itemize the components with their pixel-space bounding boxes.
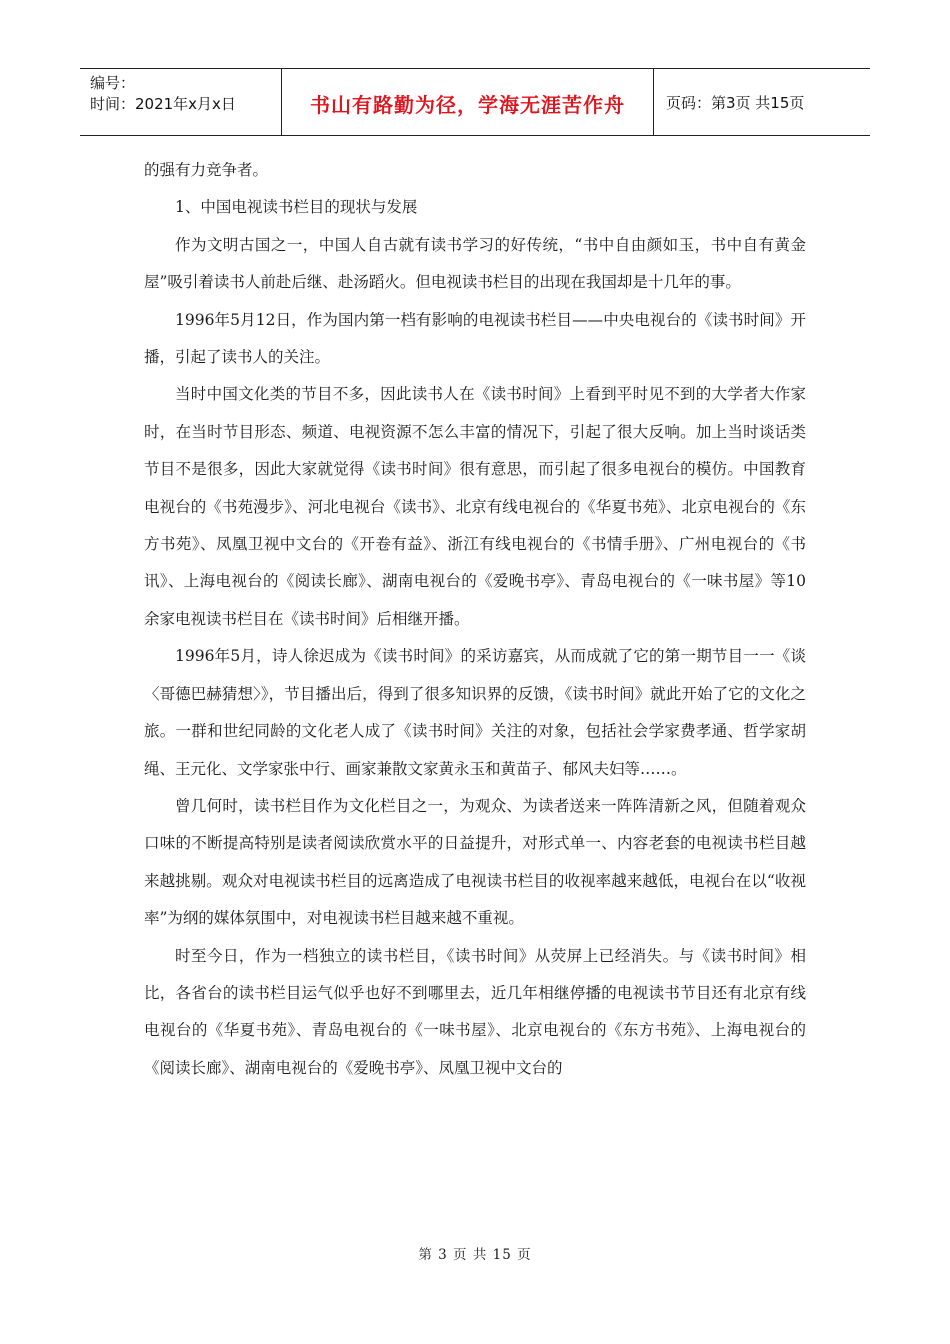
page-footer: 第 3 页 共 15 页 [418, 1247, 532, 1263]
header-meta [80, 69, 282, 135]
number-label: 编号： [90, 74, 136, 92]
time-label: 时间：2021年x月x日 [90, 95, 236, 113]
paragraph: 当时中国文化类的节目不多，因此读书人在《读书时间》上看到平时见不到的大学者大作家时，在当时节目形态、频道、电视资源不怎么丰富的情况下，引起了很大反响。加上当时谈话类节目不是很多，因此大家就觉得《读书时间》很有意思，而引起了很多电视台的模仿。中国教育电视台的《书苑漫步》、河北电视台《读书》、北京有线电视台的《华夏书苑》、北京电视台的《东方书苑》、凤凰卫视中文台的《开卷有益》、浙江有线电视台的《书情手册》、广州电视台的《书讯》、上海电视台的《阅读长廊》、湖南电视台的《爱晚书亭》、青岛电视台的《一味书屋》等10余家电视读书栏目在《读书时间》后相继开播。 [144, 385, 806, 628]
header-page-info: 页码：第3页 共15页 [666, 93, 805, 112]
document-body [144, 152, 806, 1087]
paragraph: 1996年5月12日，作为国内第一档有影响的电视读书栏目——中央电视台的《读书时间》开播，引起了读书人的关注。 [144, 310, 806, 367]
section-heading: 1、中国电视读书栏目的现状与发展 [175, 198, 418, 217]
paragraph: 1996年5月，诗人徐迟成为《读书时间》的采访嘉宾，从而成就了它的第一期节目一一《谈〈哥德巴赫猜想〉》，节目播出后，得到了很多知识界的反馈，《读书时间》就此开始了它的文化之旅。一群和世纪同龄的文化老人成了《读书时间》关注的对象，包括社会学家费孝通、哲学家胡绳、王元化、文学家张中行、画家兼散文家黄永玉和黄苗子、郁风夫妇等……。 [144, 647, 806, 778]
paragraph: 曾几何时，读书栏目作为文化栏目之一，为观众、为读者送来一阵阵清新之风，但随着观众口味的不断提高特别是读者阅读欣赏水平的日益提升，对形式单一、内容老套的电视读书栏目越来越挑剔。观众对电视读书栏目的远离造成了电视读书栏目的收视率越来越低，电视台在以“收视率”为纲的媒体氛围中，对电视读书栏目越来越不重视。 [144, 796, 806, 928]
paragraph: 时至今日，作为一档独立的读书栏目，《读书时间》从荧屏上已经消失。与《读书时间》相比，各省台的读书栏目运气似乎也好不到哪里去，近几年相继停播的电视读书节目还有北京有线电视台的《华夏书苑》、青岛电视台的《一味书屋》、北京电视台的《东方书苑》、上海电视台的《阅读长廊》、湖南电视台的《爱晚书亭》、凤凰卫视中文台的 [144, 946, 806, 1077]
paragraph: 作为文明古国之一，中国人自古就有读书学习的好传统，“书中自由颜如玉，书中自有黄金屋”吸引着读书人前赴后继、赴汤蹈火。但电视读书栏目的出现在我国却是十几年的事。 [144, 235, 806, 292]
paragraph: 的强有力竞争者。 [144, 161, 269, 179]
document-header [80, 68, 870, 136]
header-motto: 书山有路勤为径，学海无涯苦作舟 [282, 69, 654, 135]
